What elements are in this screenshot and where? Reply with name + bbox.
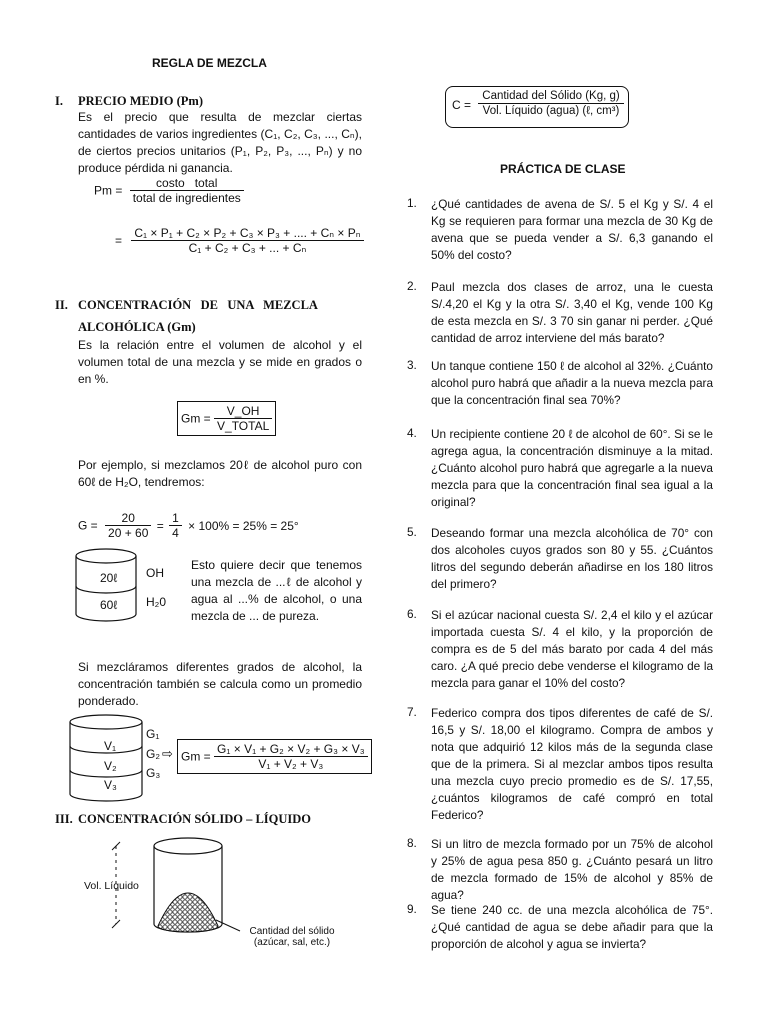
pm-expanded-formula xyxy=(115,226,364,255)
problem-1-text: ¿Qué cantidades de avena de S/. 5 el Kg y S/. 4 el Kg se requieren para formar una mezcla de 30 Kg de avena que se pueda vender a S/. 6,3 ganando el 50% del costo? xyxy=(431,197,713,262)
pm-denominator: total de ingredientes xyxy=(132,191,241,205)
section-2-number: II. xyxy=(55,298,68,312)
problem-9-number: 9. xyxy=(407,902,417,916)
section-2-heading-line1: CONCENTRACIÓN DE UNA MEZCLA xyxy=(78,298,318,312)
weighted-average-text: Si mezcláramos diferentes grados de alcohol, la concentración también se calcula como un promedio ponderado. xyxy=(78,660,362,708)
gm-label: Gm = xyxy=(181,411,211,426)
problem-9-text: Se tiene 240 cc. de una mezcla alcohólica de 75°. ¿Qué cantidad de agua se debe añadir para que la proporción de alcohol y agua se invierta? xyxy=(431,903,713,951)
g-numerator-2: 1 xyxy=(169,511,182,526)
gm2-numerator: G₁ × V₁ + G₂ × V₂ + G₃ × V₃ xyxy=(214,742,368,757)
solid-amount-line2: (azúcar, sal, etc.) xyxy=(253,937,331,948)
cylinder-h2o-label: H₂0 xyxy=(146,595,166,609)
section-1-number: I. xyxy=(55,94,63,108)
concentration-formula-box xyxy=(445,86,629,128)
problem-8-number: 8. xyxy=(407,836,417,850)
g-denominator-2: 4 xyxy=(172,526,179,540)
pm-numerator: costo total xyxy=(130,176,244,191)
problem-4-text: Un recipiente contiene 20 ℓ de alcohol de 60°. Si se le agrega agua, la concentración disminuye a la mitad. ¿Cuánto alcohol puro habrá que agregarle a la nueva mezcla para que la concentración final sea igual a la original? xyxy=(431,427,713,509)
problem-4-number: 4. xyxy=(407,426,417,440)
section-1-heading: PRECIO MEDIO (Pm) xyxy=(78,94,203,108)
problem-1-number: 1. xyxy=(407,196,417,210)
problem-2-number: 2. xyxy=(407,279,417,293)
problem-3-number: 3. xyxy=(407,358,417,372)
problem-2-text: Paul mezcla dos clases de arroz, una le cuesta S/.4,20 el Kg y la otra S/. 3,40 el Kg, vende 100 Kg de esta mezcla en S/. 3 70 sin ganar ni perder. ¿Qué cantidad de arroz interviene del más barato? xyxy=(431,280,713,345)
g-denominator: 20 + 60 xyxy=(108,526,149,540)
c-denominator: Vol. Líquido (agua) (ℓ, cm³) xyxy=(482,105,620,117)
layer-v1: V₁ xyxy=(104,739,117,753)
c-numerator: Cantidad del Sólido (Kg, g) xyxy=(478,90,624,104)
layer-g2: G₂ xyxy=(146,747,160,761)
layer-v2: V₂ xyxy=(104,759,117,773)
solid-amount-line1: Cantidad del sólido xyxy=(249,926,335,937)
practice-title: PRÁCTICA DE CLASE xyxy=(500,162,626,176)
problem-6-number: 6. xyxy=(407,607,417,621)
gm2-label: Gm = xyxy=(181,749,211,764)
problem-7-text: Federico compra dos tipos diferentes de café de S/. 16,5 y S/. 18,00 el kilogramo. Compra de ambos y nota que adquirió 12 kilos más de la segunda clase que de la primera. Si al mezclar ambos tipos resulta una mezcla cuyo precio promedio es de S/. 17,55, ¿cuántos kilogramos de café compró en total Federico? xyxy=(431,706,713,822)
section-2-heading-line2: ALCOHÓLICA (Gm) xyxy=(78,320,196,334)
problem-5-number: 5. xyxy=(407,525,417,539)
liquid-volume-label: Vol. Líquido xyxy=(84,880,139,892)
pm-label: Pm = xyxy=(94,183,123,198)
gm-formula-box xyxy=(177,401,276,436)
gm-denominator: V_TOTAL xyxy=(217,419,270,433)
gm-numerator: V_OH xyxy=(214,404,272,419)
section-1-text: Es el precio que resulta de mezclar ciertas cantidades de varios ingredientes (C₁, C₂, C₃, ..., Cₙ), de ciertos precios unitarios (P₁, P₂, P₃, ..., Pₙ) y no produce pérdida ni ganancia. xyxy=(78,110,362,175)
gm2-denominator: V₁ + V₂ + V₃ xyxy=(258,757,324,771)
g-label: G = xyxy=(78,518,98,533)
example-text: Por ejemplo, si mezclamos 20ℓ de alcohol puro con 60ℓ de H₂O, tendremos: xyxy=(78,458,362,489)
g-calculation xyxy=(78,511,299,540)
cylinder-top-volume: 20ℓ xyxy=(100,571,118,585)
page-title: REGLA DE MEZCLA xyxy=(152,56,267,70)
pm2-numerator: C₁ × P₁ + C₂ × P₂ + C₃ × P₃ + .... + Cₙ × Pₙ xyxy=(131,226,363,241)
section-3-number: III. xyxy=(55,812,73,826)
pm-formula xyxy=(94,176,244,205)
c-label: C = xyxy=(452,98,472,112)
layer-g1: G₁ xyxy=(146,727,160,741)
pm2-denominator: C₁ + C₂ + C₃ + ... + Cₙ xyxy=(188,241,307,255)
gm-weighted-formula-box xyxy=(177,739,372,774)
problem-3-text: Un tanque contiene 150 ℓ de alcohol al 32%. ¿Cuánto alcohol puro habrá que añadir a la nueva mezcla para que la concentración final sea 70%? xyxy=(431,359,714,407)
problem-6-text: Si el azúcar nacional cuesta S/. 2,4 el kilo y el azúcar importada cuesta S/. 4 el kilo, y la proporción de compra es de 5 del más barato por cada 4 del más caro. ¿A qué precio debe venderse el kilogramo de la mezcla para ganar el 10% del costo? xyxy=(431,608,713,690)
g-numerator: 20 xyxy=(105,511,151,526)
section-2-text: Es la relación entre el volumen de alcohol y el volumen total de una mezcla y se mide en grados o en %. xyxy=(78,338,362,386)
section-3-heading: CONCENTRACIÓN SÓLIDO – LÍQUIDO xyxy=(78,812,312,826)
layer-v3: V₃ xyxy=(104,778,117,792)
pm-equals: = xyxy=(115,233,123,248)
cylinder-alcohol-water-icon xyxy=(70,546,150,626)
cylinder-bottom-volume: 60ℓ xyxy=(100,598,118,612)
arrow-right-icon: ⇨ xyxy=(162,746,173,761)
problem-7-number: 7. xyxy=(407,705,417,719)
problem-5-text: Deseando formar una mezcla alcohólica de 70° con dos alcoholes cuyos grados son 80 y 55. ¿Cuántos litros del segundo deberán añadirse en los 180 litros del primero? xyxy=(431,526,713,591)
solid-amount-label xyxy=(236,926,348,948)
g-result: × 100% = 25% = 25° xyxy=(188,518,299,533)
explanation-text: Esto quiere decir que tenemos una mezcla de ...ℓ de alcohol y agua al ...% de alcohol, o una mezcla de ... de pureza. xyxy=(191,558,362,623)
layer-g3: G₃ xyxy=(146,766,161,780)
g-equals: = xyxy=(156,518,164,533)
problem-8-text: Si un litro de mezcla formado por un 75% de alcohol y 25% de agua pesa 850 g. ¿Cuánto pesará un litro de mezcla formado de 15% de alcohol y 85% de agua? xyxy=(431,837,713,902)
cylinder-oh-label: OH xyxy=(146,566,164,580)
